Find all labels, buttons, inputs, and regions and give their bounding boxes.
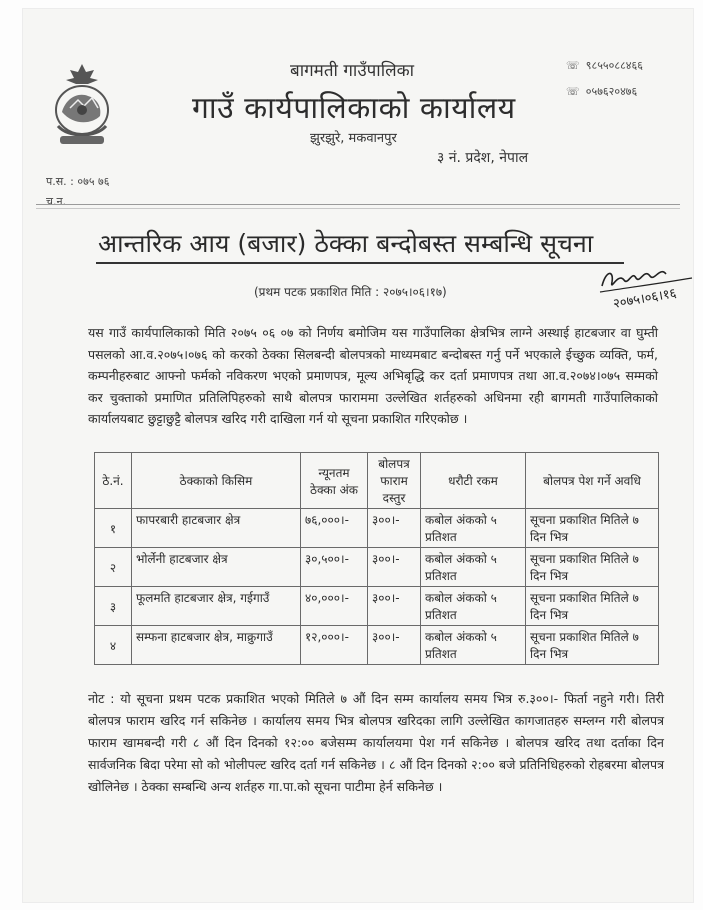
row-sn: ४ — [95, 626, 132, 665]
row-period: सूचना प्रकाशित मितिले ७ दिन भित्र — [526, 548, 659, 587]
header-form-fee: बोलपत्र फाराम दस्तुर — [368, 453, 421, 509]
office-address: झुरझुरे, मकवानपुर — [310, 131, 397, 146]
province-line: ३ नं. प्रदेश, नेपाल — [437, 150, 529, 166]
table-row — [95, 548, 659, 587]
row-min-amount: ७६,०००।- — [301, 509, 368, 548]
tender-table — [94, 452, 659, 665]
row-sn: १ — [95, 509, 132, 548]
municipality-name: बागमती गाउँपालिका — [290, 61, 415, 81]
row-sn: २ — [95, 548, 132, 587]
phone-icon: ☏ — [566, 59, 580, 72]
title-underline — [96, 262, 624, 264]
phone-line-2 — [566, 84, 637, 99]
nepal-emblem-icon — [48, 62, 116, 158]
header-sn: ठे.नं. — [95, 453, 132, 509]
table-row — [95, 587, 659, 626]
header-deposit: धरौटी रकम — [421, 453, 526, 509]
table-row — [95, 509, 659, 548]
header-period: बोलपत्र पेश गर्ने अवधि — [526, 453, 659, 509]
header-divider — [36, 204, 680, 205]
row-deposit: कबोल अंकको ५ प्रतिशत — [421, 509, 526, 548]
row-form-fee: ३००।- — [368, 509, 421, 548]
published-date: (प्रथम पटक प्रकाशित मिति : २०७५।०६।१७) — [254, 285, 447, 299]
patra-sankhya: प.स. : ०७५ ७६ — [46, 175, 110, 188]
row-min-amount: ४०,०००।- — [301, 587, 368, 626]
row-type: भोर्लेनी हाटबजार क्षेत्र — [132, 548, 301, 587]
row-form-fee: ३००।- — [368, 587, 421, 626]
row-deposit: कबोल अंकको ५ प्रतिशत — [421, 548, 526, 587]
signature-date: २०७५।०६।१६ — [612, 286, 678, 312]
row-period: सूचना प्रकाशित मितिले ७ दिन भित्र — [526, 626, 659, 665]
row-min-amount: १२,०००।- — [301, 626, 368, 665]
row-min-amount: ३०,५००।- — [301, 548, 368, 587]
row-period: सूचना प्रकाशित मितिले ७ दिन भित्र — [526, 587, 659, 626]
phone-number-1: ९८५५०८८४६६ — [585, 59, 643, 72]
row-sn: ३ — [95, 587, 132, 626]
header-type: ठेक्काको किसिम — [132, 453, 301, 509]
row-form-fee: ३००।- — [368, 626, 421, 665]
table-header-row — [95, 453, 659, 509]
notice-body: यस गाउँ कार्यपालिकाको मिति २०७५ ०६ ०७ को निर्णय बमोजिम यस गाउँपालिका क्षेत्रभित्र लाग्ने अस्थाई हाटबजार वा घुम्ती पसलको आ.व.२०७५।०७६ को करको ठेक्का सिलबन्दी बोलपत्रको माध्यमबाट बन्दोबस्त गर्नु पर्ने भएकाले ईच्छुक व्यक्ति, फर्म, कम्पनीहरुबाट आफ्नो फर्मको नविकरण भएको प्रमाणपत्र, मूल्य अभिबृद्धि कर दर्ता प्रमाणपत्र तथा आ.व.२०७४।०७५ सम्मको कर चुक्ताको प्रमाणित प्रतिलिपिहरुको साथै बोलपत्र फाराममा उल्लेखित शर्तहरुको अधिनमा रही बागमती गाउँपालिकाको कार्यालयबाट छुट्टाछुट्टै बोलपत्र खरिद गरी दाखिला गर्न यो सूचना प्रकाशित गरिएकोछ । — [88, 325, 658, 426]
notice-title: आन्तरिक आय (बजार) ठेक्का बन्दोबस्त सम्बन्धि सूचना — [98, 229, 594, 258]
handwritten-signature — [596, 262, 700, 312]
row-type: सम्फना हाटबजार क्षेत्र, माक्रुगाउँ — [132, 626, 301, 665]
phone-icon: ☏ — [566, 85, 580, 98]
row-deposit: कबोल अंकको ५ प्रतिशत — [421, 626, 526, 665]
notice-note: नोट : यो सूचना प्रथम पटक प्रकाशित भएको मितिले ७ औं दिन सम्म कार्यालय समय भित्र रु.३००।- फिर्ता नहुने गरी। तिरी बोलपत्र फाराम खरिद गर्न सकिनेछ । कार्यालय समय भित्र बोलपत्र खरिदका लागि उल्लेखित कागजातहरु सम्लग्न गरी बोलपत्र फाराम खामबन्दी गरी ८ औं दिन दिनको १२:०० बजेसम्म कार्यालयमा पेश गर्न सकिनेछ । बोलपत्र खरिद तथा दर्ताका दिन सार्वजनिक बिदा परेमा सो को भोलीपल्ट खरिद दर्ता गर्न सकिनेछ । ८ औं दिन दिनको २:०० बजे प्रतिनिधिहरुको रोहबरमा बोलपत्र खोलिनेछ । ठेक्का सम्बन्धि अन्य शर्तहरु गा.पा.को सूचना पाटीमा हेर्न सकिनेछ । — [88, 691, 664, 794]
office-title: गाउँ कार्यपालिकाको कार्यालय — [192, 91, 516, 126]
row-period: सूचना प्रकाशित मितिले ७ दिन भित्र — [526, 509, 659, 548]
header-min-amount: न्यूनतम ठेक्का अंक — [301, 453, 368, 509]
row-deposit: कबोल अंकको ५ प्रतिशत — [421, 587, 526, 626]
header-divider-2 — [36, 208, 680, 209]
table-row — [95, 626, 659, 665]
phone-line-1 — [566, 58, 643, 73]
phone-number-2: ०५७६२०४७६ — [585, 85, 638, 98]
row-type: फूलमति हाटबजार क्षेत्र, गईगाउँ — [132, 587, 301, 626]
chalani-number: च.न. — [46, 195, 67, 208]
row-form-fee: ३००।- — [368, 548, 421, 587]
row-type: फापरबारी हाटबजार क्षेत्र — [132, 509, 301, 548]
